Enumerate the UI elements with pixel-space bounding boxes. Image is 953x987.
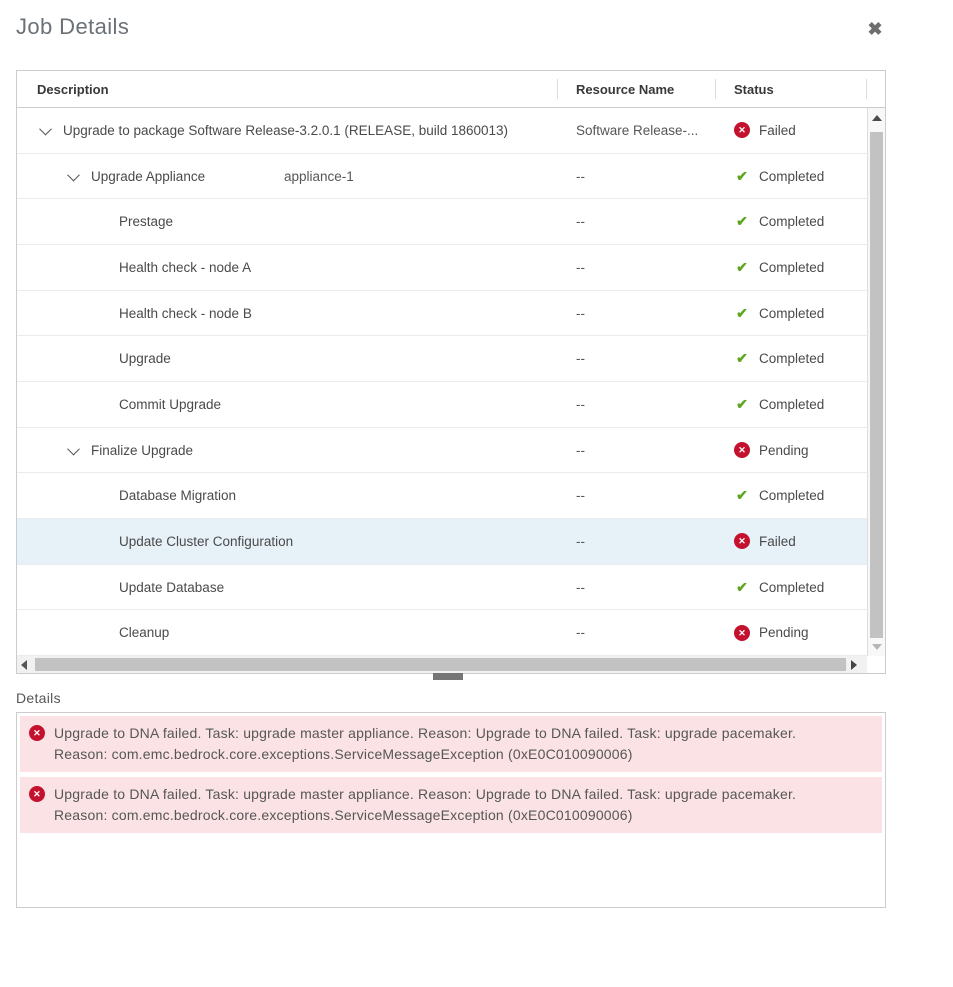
row-status-cell	[716, 396, 867, 413]
row-status-cell	[716, 533, 867, 549]
horizontal-scrollbar[interactable]	[17, 656, 867, 673]
row-status: Completed	[759, 579, 825, 595]
row-status: Completed	[759, 214, 825, 230]
row-status: Failed	[759, 533, 796, 549]
table-row[interactable]	[17, 108, 867, 154]
row-description-cell	[17, 625, 558, 640]
row-resource: --	[576, 625, 585, 641]
row-description-cell	[17, 443, 558, 458]
table-body	[17, 108, 867, 656]
row-status: Completed	[759, 396, 825, 412]
scroll-down-arrow-icon[interactable]	[868, 638, 885, 656]
row-description-cell	[17, 534, 558, 549]
error-message-text: Upgrade to DNA failed. Task: upgrade master appliance. Reason: Upgrade to DNA failed. Task: upgrade pacemaker. Reason: com.emc.bedrock.core.exceptions.ServiceMessageException (0xE0C010090006)	[54, 786, 797, 823]
details-panel	[16, 712, 886, 908]
column-header-resource-name[interactable]: Resource Name	[558, 71, 716, 107]
table-row[interactable]	[17, 428, 867, 474]
row-description-cell	[17, 123, 558, 138]
success-icon: ✔	[736, 350, 748, 367]
horizontal-scrollbar-thumb[interactable]	[35, 658, 846, 671]
row-resource: --	[576, 396, 585, 412]
page-title: Job Details	[16, 14, 130, 39]
row-resource: --	[576, 168, 585, 184]
row-resource: --	[576, 442, 585, 458]
column-header-description[interactable]: Description	[17, 71, 558, 107]
row-status-cell	[716, 259, 867, 276]
table-row[interactable]	[17, 473, 867, 519]
row-status: Completed	[759, 351, 825, 367]
success-icon: ✔	[736, 258, 748, 275]
success-icon: ✔	[736, 487, 748, 504]
table-row[interactable]	[17, 245, 867, 291]
row-appliance-name: appliance-1	[284, 168, 354, 184]
row-resource: --	[576, 214, 585, 230]
row-status-cell	[716, 442, 867, 458]
row-description-cell	[17, 260, 558, 275]
scroll-left-arrow-icon[interactable]	[17, 656, 33, 673]
failed-icon: ✕	[29, 786, 45, 802]
row-status: Completed	[759, 488, 825, 504]
row-description: Upgrade	[119, 351, 171, 367]
row-description-cell	[17, 169, 558, 184]
row-description: Update Cluster Configuration	[119, 533, 294, 549]
row-description-cell	[17, 580, 558, 595]
row-status-cell	[716, 213, 867, 230]
error-message	[20, 777, 882, 833]
table-row[interactable]	[17, 336, 867, 382]
vertical-scrollbar[interactable]	[867, 108, 885, 656]
row-status: Completed	[759, 259, 825, 275]
row-status-cell	[716, 350, 867, 367]
row-status-cell	[716, 122, 867, 138]
row-description-cell	[17, 306, 558, 321]
chevron-down-icon[interactable]	[67, 442, 80, 455]
row-status-cell	[716, 579, 867, 596]
row-resource: Software Release-...	[576, 122, 699, 138]
error-message	[20, 716, 882, 772]
success-icon: ✔	[736, 578, 748, 595]
chevron-down-icon[interactable]	[67, 168, 80, 181]
row-resource: --	[576, 305, 585, 321]
row-resource: --	[576, 351, 585, 367]
failed-icon: ✕	[734, 625, 750, 641]
row-description: Health check - node B	[119, 305, 252, 321]
failed-icon: ✕	[734, 122, 750, 138]
scroll-right-arrow-icon[interactable]	[847, 656, 863, 673]
failed-icon: ✕	[29, 725, 45, 741]
table-row[interactable]	[17, 565, 867, 611]
vertical-scrollbar-thumb[interactable]	[870, 132, 883, 638]
row-status: Completed	[759, 305, 825, 321]
job-steps-table	[16, 70, 886, 674]
row-description: Upgrade Appliance	[91, 168, 206, 184]
scrollbar-corner	[868, 657, 885, 673]
failed-icon: ✕	[734, 442, 750, 458]
column-header-status[interactable]: Status	[716, 71, 867, 107]
row-status: Completed	[759, 168, 825, 184]
row-resource: --	[576, 488, 585, 504]
row-resource: --	[576, 259, 585, 275]
row-description: Update Database	[119, 579, 225, 595]
row-status-cell	[716, 625, 867, 641]
failed-icon: ✕	[734, 533, 750, 549]
row-status: Pending	[759, 625, 809, 641]
row-status: Failed	[759, 122, 796, 138]
row-resource: --	[576, 533, 585, 549]
row-resource: --	[576, 579, 585, 595]
success-icon: ✔	[736, 213, 748, 230]
row-description-cell	[17, 351, 558, 366]
row-description-cell	[17, 397, 558, 412]
table-row[interactable]	[17, 610, 867, 656]
row-description: Finalize Upgrade	[91, 442, 194, 458]
splitter-drag-handle[interactable]	[433, 673, 463, 680]
table-row[interactable]	[17, 291, 867, 337]
table-row[interactable]	[17, 154, 867, 200]
row-status-cell	[716, 305, 867, 322]
row-status-cell	[716, 487, 867, 504]
chevron-down-icon[interactable]	[39, 123, 52, 136]
row-description: Upgrade to package Software Release-3.2.0.1 (RELEASE, build 1860013)	[63, 122, 509, 138]
table-row-selected[interactable]	[17, 519, 867, 565]
scroll-up-arrow-icon[interactable]	[868, 108, 885, 128]
row-description: Prestage	[119, 214, 174, 230]
row-description-cell	[17, 214, 558, 229]
table-header	[17, 71, 885, 108]
row-description: Database Migration	[119, 488, 237, 504]
row-description: Commit Upgrade	[119, 396, 222, 412]
success-icon: ✔	[736, 167, 748, 184]
success-icon: ✔	[736, 395, 748, 412]
success-icon: ✔	[736, 304, 748, 321]
table-row[interactable]	[17, 382, 867, 428]
row-description: Cleanup	[119, 625, 170, 641]
details-label: Details	[16, 690, 61, 706]
row-status-cell	[716, 168, 867, 185]
error-message-text: Upgrade to DNA failed. Task: upgrade master appliance. Reason: Upgrade to DNA failed. Task: upgrade pacemaker. Reason: com.emc.bedrock.core.exceptions.ServiceMessageException (0xE0C010090006)	[54, 725, 797, 762]
table-row[interactable]	[17, 199, 867, 245]
row-description: Health check - node A	[119, 259, 252, 275]
row-description-cell	[17, 488, 558, 503]
row-status: Pending	[759, 442, 809, 458]
close-icon[interactable]: ✖	[867, 19, 883, 39]
